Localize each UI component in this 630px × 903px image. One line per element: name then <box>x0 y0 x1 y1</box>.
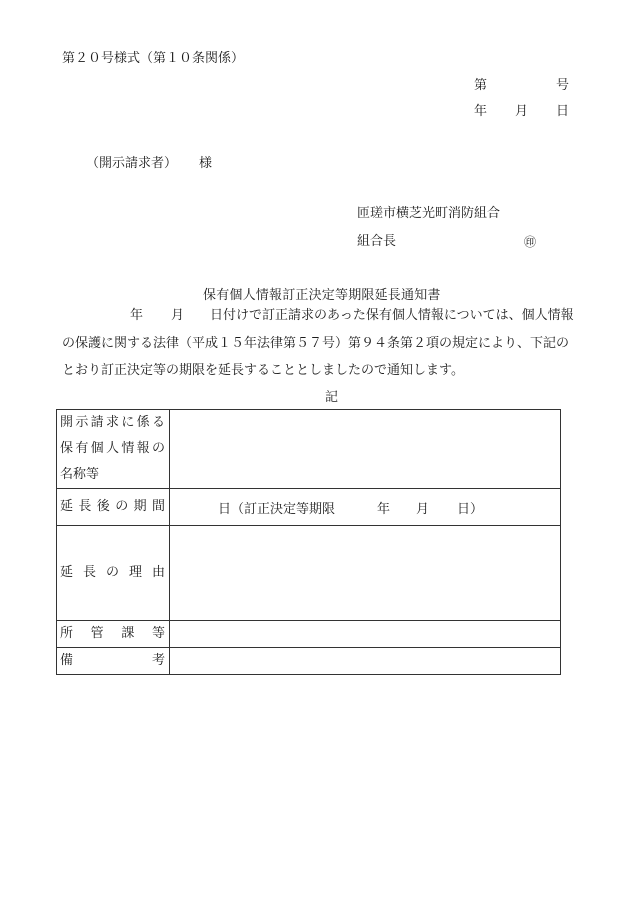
date-year: 年 <box>474 104 488 119</box>
info-label-line-2: 保有個人情報の <box>60 441 165 456</box>
remarks-label: 備考 <box>60 653 165 668</box>
remarks-value-cell[interactable] <box>170 648 561 675</box>
period-day: 日（訂正決定等期限 <box>218 501 336 517</box>
table-row-period <box>57 489 561 526</box>
table-row-remarks <box>57 648 561 675</box>
table-row-department <box>57 621 561 648</box>
addressee-label: （開示請求者） <box>86 156 178 171</box>
period-year: 年 <box>377 501 391 517</box>
issuer-organization: 匝瑳市横芝光町消防組合 <box>357 206 501 221</box>
period-label-cell <box>57 489 170 526</box>
dept-value-cell[interactable] <box>170 621 561 648</box>
addressee <box>86 156 212 172</box>
dept-label-cell <box>57 621 170 648</box>
remarks-label-cell <box>57 648 170 675</box>
ki-heading: 記 <box>325 390 339 405</box>
body-line-3: とおり訂正決定等の期限を延長することとしましたので通知します。 <box>62 363 464 378</box>
reason-label: 延長の理由 <box>60 565 165 580</box>
body-year: 年 <box>130 308 144 323</box>
period-value-cell[interactable] <box>170 489 561 526</box>
info-value-cell[interactable] <box>170 410 561 489</box>
table-row-info <box>57 410 561 489</box>
issuer-title: 組合長 <box>357 234 397 249</box>
reason-label-cell <box>57 526 170 621</box>
reason-value-cell[interactable] <box>170 526 561 621</box>
body-month: 月 <box>171 308 185 323</box>
document-title: 保有個人情報訂正決定等期限延長通知書 <box>203 288 441 303</box>
date-month: 月 <box>515 104 529 119</box>
body-line-1-text: 日付けで訂正請求のあった保有個人情報については、個人情報 <box>210 308 574 323</box>
info-label-line-1: 開示請求に係る <box>60 415 165 430</box>
seal-mark: ㊞ <box>524 235 537 249</box>
detail-table <box>56 409 561 675</box>
info-label-line-3: 名称等 <box>60 467 100 482</box>
period-label: 延長後の期間 <box>60 499 165 514</box>
dept-label: 所管課等 <box>60 626 165 641</box>
form-number: 第２０号様式（第１０条関係） <box>62 51 245 66</box>
date-day: 日 <box>556 104 570 119</box>
table-row-reason <box>57 526 561 621</box>
document-number-prefix: 第 <box>474 78 488 93</box>
period-month: 月 <box>416 501 430 517</box>
addressee-honorific: 様 <box>199 156 213 171</box>
body-line-2: の保護に関する法律（平成１５年法律第５７号）第９４条第２項の規定により、下記の <box>62 336 570 351</box>
period-end: 日） <box>457 501 484 517</box>
document-number-suffix: 号 <box>556 78 570 93</box>
body-line-1 <box>62 308 598 324</box>
info-label-cell <box>57 410 170 489</box>
